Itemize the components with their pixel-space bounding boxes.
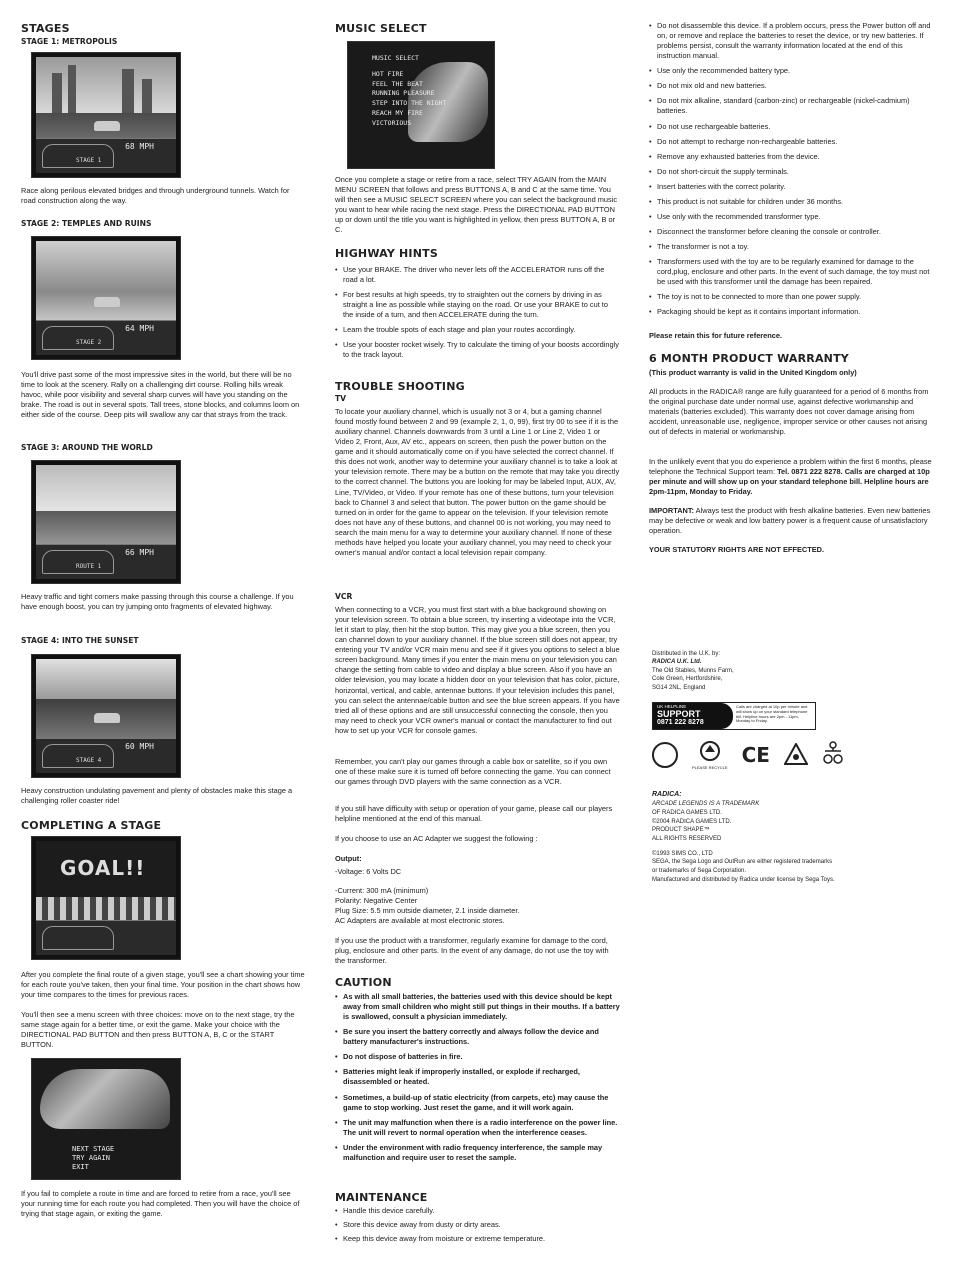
distributor-name: RADICA U.K. Ltd.	[652, 659, 702, 666]
list-item: • Use your BRAKE. The driver who never lets off the ACCELERATOR runs off the road a lot.	[335, 265, 620, 285]
hud-speed: 64 MPH	[125, 324, 154, 333]
current-text: -Current: 300 mA (minimum)	[335, 886, 429, 895]
distributor-addr: Cole Green, Hertfordshire,	[652, 676, 723, 683]
completing-heading: COMPLETING A STAGE	[21, 819, 162, 832]
list-item: • Store this device away from dusty or dirty areas.	[335, 1220, 620, 1230]
stage1-title: STAGE 1: METROPOLIS	[21, 37, 118, 46]
list-item: • Remove any exhausted batteries from the device.	[649, 152, 934, 162]
vcr-title: VCR	[335, 592, 353, 601]
list-item: • Sometimes, a build-up of static electricity (from carpets, etc) may cause the game to stop working. Just reset the game, and it will work again.	[335, 1093, 620, 1113]
output-title: Output:	[335, 854, 362, 863]
goal-text: GOAL!!	[60, 856, 146, 880]
track-item: VICTORIOUS	[372, 118, 412, 127]
safety-list	[649, 21, 934, 322]
list-item: • Use only the recommended battery type.	[649, 66, 934, 76]
warranty-heading: 6 MONTH PRODUCT WARRANTY	[649, 352, 849, 365]
warranty-p2b: Tel. 0871 222 8278. Calls are charged at 10p per minute and will show up on your standard telephone bill. Helpline hours are 2pm-11pm, Monday to Friday.	[649, 467, 930, 497]
statutory-note: YOUR STATUTORY RIGHTS ARE NOT EFFECTED.	[649, 545, 825, 554]
list-item: • Packaging should be kept as it contains important information.	[649, 307, 934, 317]
support-badge	[652, 702, 816, 730]
tv-title: TV	[335, 394, 347, 403]
adapter-text: If you choose to use an AC Adapter we suggest the following :	[335, 834, 538, 843]
music-screen-title: MUSIC SELECT	[372, 54, 419, 62]
hud-stage: ROUTE 1	[76, 563, 102, 570]
pictogram-icon	[652, 742, 678, 768]
stage2-screenshot	[31, 236, 181, 360]
list-item: • Do not disassemble this device. If a problem occurs, press the Power button off and on, or remove and replace the batteries to reset the device, or try new batteries. If problems persist, consult the warranty information located at the end of this instruction manual.	[649, 21, 934, 61]
stage4-screenshot	[31, 654, 181, 778]
list-item: • The unit may malfunction when there is a radio interference on the power line. The unit will revert to normal operation when the interference ceases.	[335, 1118, 620, 1138]
hints-list	[335, 265, 620, 366]
music-screenshot	[347, 41, 495, 169]
warranty-p1: All products in the RADICA® range are fully guaranteed for a period of 6 months from the original purchase date under normal use, against defective workmanship and materials (batteries excluded). This warranty does not cover damage arising from accident, unreasonable use, negligence, improper service or other causes not arising out of defects in material or workmanship.	[649, 387, 929, 437]
distributor-block	[652, 650, 937, 692]
list-item: • Batteries might leak if improperly installed, or explode if recharged, disassembled or heated.	[335, 1067, 620, 1087]
tv-text: To locate your auxiliary channel, which is usually not 3 or 4, but a gaming channel found mostly found between 2 and 99 (example 2, 1, 0, 99), first try 00 to see if it is the auxiliary channel. Channels downwards from 3 until a Line 1 or Line 2, Video 1 or Video 2, Front, Aux, AV etc., appears on screen, then push the power button on the game and it should automatically come on if you have selected the correct channel. If this does not work, another way to determine your auxiliary channel is to take a look at your television remote. There may be a button on the remote that may take you directly to the correct channel. The buttons you are looking for may be labeled Input, AUX, AV, Line, TV/Video, or Video. If your remote has one of these buttons, turn your television back to Channel 3 and select that button. The power button on the game should be turned on in order for the game to appear on the television. If your television remote does not have any of these buttons, and channel 00 is not working, you may need to search the main menu for a way to determine your auxiliary channel. If none of these methods have helped you locate your auxiliary channel, you may need to check your owner's manual and/or contact a local television repair company.	[335, 407, 620, 557]
stage4-title: STAGE 4: INTO THE SUNSET	[21, 636, 139, 645]
list-item: • Transformers used with the toy are to be regularly examined for damage to the cord,plug, enclosure and other parts. In the event of such damage, the toy must not be used with this transformer until the damage has been repaired.	[649, 257, 934, 287]
cable-text: Remember, you can't play our games through a cable box or satellite, so if you own one of these make sure it is turned off before connecting the game. You can connect our games through DVD players with the same connection as a VCR.	[335, 757, 611, 787]
hud-stage: STAGE 2	[76, 339, 102, 346]
track-item: FEEL THE BEAT	[372, 79, 423, 88]
support-label: SUPPORT	[657, 708, 701, 719]
support-note: Calls are charged at 10p per minute and will show up on your standard telephone bill. Helpline hours are 2pm - 11pm, Monday to Friday.	[736, 704, 808, 724]
completing-p2: You'll then see a menu screen with three choices: move on to the next stage, try the same stage again for a better time, or exit the game. Make your choice with the DIRECTIONAL PAD BUTTON and then press BUTTON A, B, C or the START BUTTON.	[21, 1010, 295, 1050]
compliance-icons	[652, 740, 844, 771]
stage1-screenshot	[31, 52, 181, 178]
legal-line: Manufactured and distributed by Radica under license by Sega Toys.	[652, 876, 835, 883]
goal-screenshot	[31, 836, 181, 960]
list-item: • The toy is not to be connected to more than one power supply.	[649, 292, 934, 302]
recycle-icon	[692, 740, 728, 771]
warranty-p2a: In the unlikely event that you do experience a problem within the first 6 months, please telephone the Technical Support team:	[649, 457, 932, 477]
list-item: • For best results at high speeds, try to straighten out the corners by driving in as straight a line as possible while staying on the road. Or use your BRAKE to cut to the inside of a turn, and then ACCELERATE during the turn.	[335, 290, 620, 320]
list-item: • Do not mix alkaline, standard (carbon-zinc) or rechargeable (nickel-cadmium) batteries.	[649, 96, 934, 116]
important-label: IMPORTANT:	[649, 506, 695, 515]
list-item: • Handle this device carefully.	[335, 1206, 620, 1216]
list-item: • Do not dispose of batteries in fire.	[335, 1052, 620, 1062]
legal-line: ©2004 RADICA GAMES LTD.	[652, 818, 732, 825]
help-text: If you still have difficulty with setup or operation of your game, please call our players helpline mentioned at the end of this manual.	[335, 804, 613, 824]
list-item: • Do not mix old and new batteries.	[649, 81, 934, 91]
hud-speed: 60 MPH	[125, 742, 154, 751]
list-item: • Under the environment with radio frequency interference, the sample may malfunction and require user to reset the sample.	[335, 1143, 620, 1163]
distributor-line: Distributed in the U.K. by:	[652, 651, 721, 657]
hud-stage: STAGE 1	[76, 157, 102, 164]
hints-heading: HIGHWAY HINTS	[335, 247, 438, 260]
track-item: REACH MY FIRE	[372, 108, 423, 117]
completing-p3: If you fail to complete a route in time and are forced to retire from a race, you'll see your running time for each route you had completed. Then you will have the choice of trying that stage again, or exiting the game.	[21, 1189, 300, 1219]
legal-line: ALL RIGHTS RESERVED	[652, 835, 722, 842]
menu-try-again: TRY AGAIN	[72, 1153, 110, 1162]
maintenance-heading: MAINTENANCE	[335, 1191, 428, 1204]
recycle-label: PLEASE RECYCLE	[692, 765, 728, 771]
ce-mark-icon: CE	[741, 742, 770, 767]
menu-exit: EXIT	[72, 1162, 89, 1171]
music-heading: MUSIC SELECT	[335, 22, 427, 35]
transformer-text: If you use the product with a transformer, regularly examine for damage to the cord, plug, enclosure and other parts. In the event of any damage, do not use the toy with the transformer.	[335, 936, 609, 966]
hud-speed: 68 MPH	[125, 142, 154, 151]
menu-screenshot	[31, 1058, 181, 1180]
available-text: AC Adapters are available at most electronic stores.	[335, 916, 505, 925]
legal-line: SEGA, the Sega Logo and OutRun are either registered trademarks	[652, 859, 833, 866]
legal-line: PRODUCT SHAPE™	[652, 827, 710, 834]
list-item: • Use your booster rocket wisely. Try to calculate the timing of your boosts accordingly to the track layout.	[335, 340, 620, 360]
plug-text: Plug Size: 5.5 mm outside diameter, 2.1 inside diameter.	[335, 906, 520, 915]
stage4-text: Heavy construction undulating pavement and plenty of obstacles make this stage a challenging roller coaster ride!	[21, 786, 293, 806]
warranty-sub: (This product warranty is valid in the United Kingdom only)	[649, 368, 857, 377]
radica-brand: RADICA:	[652, 791, 682, 798]
stage2-title: STAGE 2: TEMPLES AND RUINS	[21, 219, 152, 228]
list-item: • The transformer is not a toy.	[649, 242, 934, 252]
voltage-text: -Voltage: 6 Volts DC	[335, 867, 402, 876]
important-text: Always test the product with fresh alkaline batteries. Even new batteries may be defective or weak and low battery power is a frequent cause of unsatisfactory operation.	[649, 506, 931, 536]
legal-line: ARCADE LEGENDS IS A TRADEMARK	[652, 801, 760, 808]
legal-line: or trademarks of Sega Corporation.	[652, 867, 747, 874]
list-item: • Do not use rechargeable batteries.	[649, 122, 934, 132]
legal-line: ©1993 SIMS CO., LTD	[652, 850, 713, 857]
list-item: • As with all small batteries, the batteries used with this device should be kept away from small children who might still put things in their mouths. If a battery is swallowed, consult a physician immediately.	[335, 992, 620, 1022]
caution-list	[335, 992, 620, 1168]
completing-p1: After you complete the final route of a given stage, you'll see a chart showing your time for each route you've taken, then your final time. Your position in the chart shows how your time compares to the times for previous races.	[21, 970, 305, 1000]
retain-note: Please retain this for future reference.	[649, 331, 783, 340]
warranty-p2	[649, 457, 934, 497]
list-item: • This product is not suitable for children under 36 months.	[649, 197, 934, 207]
menu-next-stage: NEXT STAGE	[72, 1145, 115, 1153]
stage3-screenshot	[31, 460, 181, 584]
support-phone: 0871 222 8278	[657, 718, 704, 726]
legal-block	[652, 790, 937, 884]
distributor-addr: SG14 2NL, England	[652, 684, 706, 691]
warranty-important	[649, 506, 934, 536]
music-text: Once you complete a stage or retire from a race, select TRY AGAIN from the MAIN MENU SCREEN that follows and press BUTTONS A, B and C at the same time. You will then see a MUSIC SELECT SCREEN where you can select the background music you want to hear while racing the next stage. Press the DIRECTIONAL PAD BUTTON up or down until the title you want is highlighted in yellow, then press BUTTON A, B or C.	[335, 175, 618, 235]
caution-heading: CAUTION	[335, 976, 392, 989]
vcr-text: When connecting to a VCR, you must first start with a blue background showing on your television screen. To obtain a blue screen, try inserting a videotape into the VCR, let it start to play, then hit the stop button. This may give you a blue screen, then you can channel down to your auxiliary channel. If the blue screen still does not appear, try entering your TV and/or VCR main menu and see if it gives you options to select a blue screen background. Many times if you enter the main menu on your television you can change the setting from cable to video and display a blue screen. Also if you have an older television, you may locate a hidden door on your television that has color, picture, horizontal, vertical, and cable, antennae buttons. If your television includes this panel, you can select the antennae/cable button and see the blue screen appears. If you have tried all of these options and are still unsuccessful connecting the console, then you may need to check your VCR owner's manual or contact the manufacturer to find out how to set up your VCR for console games.	[335, 605, 620, 735]
stages-heading: STAGES	[21, 22, 70, 35]
polarity-text: Polarity: Negative Center	[335, 896, 418, 905]
list-item: • Disconnect the transformer before cleaning the console or controller.	[649, 227, 934, 237]
list-item: • Be sure you insert the battery correctly and always follow the device and battery manufacturer's instructions.	[335, 1027, 620, 1047]
age-warning-icon	[784, 743, 808, 768]
list-item: • Do not short-circuit the supply terminals.	[649, 167, 934, 177]
support-small-label: UK HELPLINE	[657, 704, 687, 709]
list-item: • Use only with the recommended transformer type.	[649, 212, 934, 222]
stage3-text: Heavy traffic and tight corners make passing through this course a challenge. If you have enough boost, you can try jumping onto fragments of elevated highway.	[21, 592, 294, 612]
hud-speed: 66 MPH	[125, 548, 154, 557]
list-item: • Keep this device away from moisture or extreme temperature.	[335, 1234, 620, 1244]
track-item: STEP INTO THE NIGHT	[372, 99, 447, 107]
list-item: • Do not attempt to recharge non-rechargeable batteries.	[649, 137, 934, 147]
stage3-title: STAGE 3: AROUND THE WORLD	[21, 443, 153, 452]
legal-line: OF RADICA GAMES LTD.	[652, 809, 722, 816]
list-item: • Insert batteries with the correct polarity.	[649, 182, 934, 192]
track-item: RUNNING PLEASURE	[372, 89, 435, 98]
battery-disposal-icon	[822, 741, 844, 770]
distributor-addr: The Old Stables, Munns Farm,	[652, 667, 734, 674]
trouble-heading: TROUBLE SHOOTING	[335, 380, 465, 393]
stage1-text: Race along perilous elevated bridges and through underground tunnels. Watch for road construction along the way.	[21, 186, 290, 206]
maintenance-list	[335, 1206, 620, 1248]
hud-stage: STAGE 4	[76, 757, 102, 764]
list-item: • Learn the trouble spots of each stage and plan your routes accordingly.	[335, 325, 620, 335]
track-item: HOT FIRE	[372, 69, 404, 78]
stage2-text: You'll drive past some of the most impressive sites in the world, but there will be no time to look at the scenery. Rally on a challenging dirt course. Rolling hills wreak havoc, while poor visibility and several sharp curves will have you standing on the brake. The road is out in several spots. Tall trees, stone blocks, and columns loom on either side of the course. Deep pits will swallow any car that strays from the track.	[21, 370, 300, 420]
